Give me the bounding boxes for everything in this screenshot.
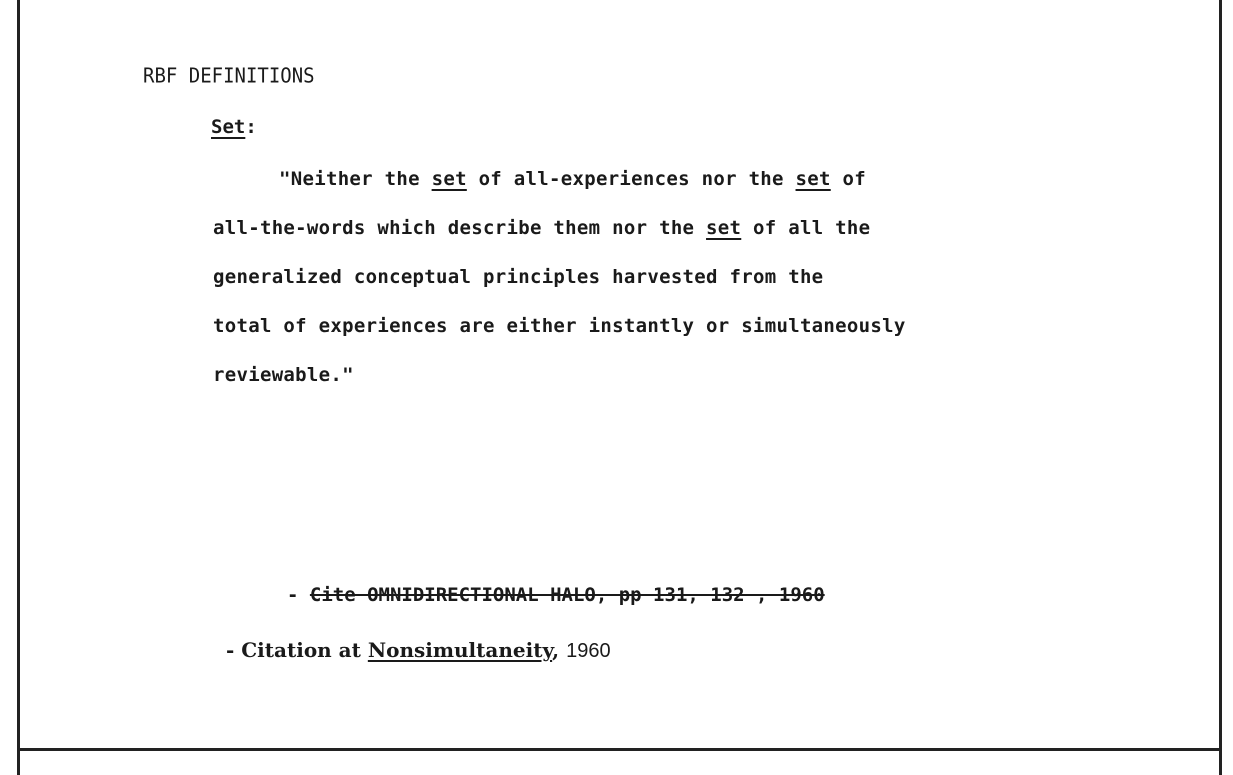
quote-line-5: reviewable." [213,364,354,386]
citation-source: Nonsimultaneity [367,638,553,662]
card-border-bottom [17,748,1222,751]
defined-term-colon: : [245,116,257,138]
card-border-right [1219,0,1222,775]
struck-citation [287,584,825,606]
citation-prefix: - Citation at [226,638,368,662]
emphasized-word: set [706,217,742,239]
quote-line-1 [213,155,1113,204]
quote-text: all-the-words which describe them nor the [213,217,707,239]
quote-line-2 [213,204,1113,253]
citation-year: 1960 [566,640,611,662]
page-title: RBF DEFINITIONS [143,64,315,88]
quote-text: of all the [741,217,871,239]
quote-text: of [830,168,866,190]
card-border-left [17,0,20,775]
defined-term [211,116,257,138]
quote-line-3: generalized conceptual principles harvested from the [213,266,824,288]
struck-citation-text: Cite OMNIDIRECTIONAL HALO, pp 131, 132 , 1960 [309,584,825,606]
citation [226,638,611,663]
emphasized-word: set [795,168,831,190]
defined-term-word: Set [211,116,246,138]
quote-text: of all-experiences nor the [466,168,796,190]
citation-separator: , [552,638,567,662]
emphasized-word: set [431,168,467,190]
quote-text: "Neither the [279,168,432,190]
quote-line-4: total of experiences are either instantly or simultaneously [213,315,906,337]
struck-citation-dash: - [287,584,310,606]
definition-quote [213,155,1113,400]
